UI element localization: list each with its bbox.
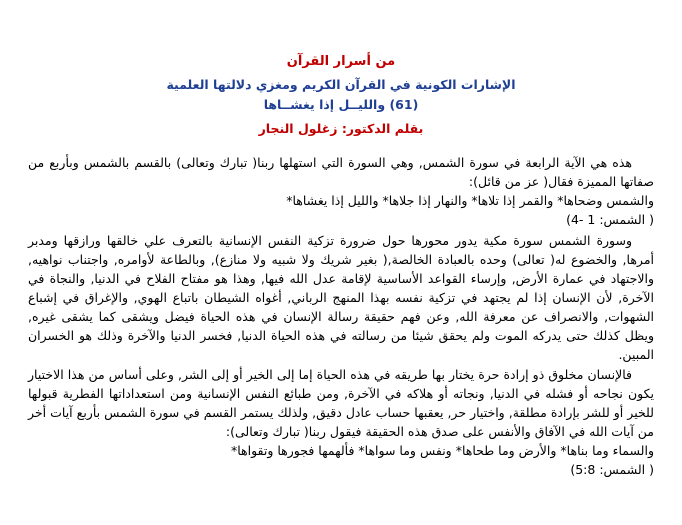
verse-reference: ( الشمس: 5:8) (570, 462, 654, 478)
quran-verse: والسماء وما بناها* والأرض وما طحاها* ونفس وما سواها* فألهمها فجورها وتقواها* (230, 443, 654, 459)
paragraph: وسورة الشمس سورة مكية يدور محورها حول ضرورة تزكية النفس الإنسانية بالتعرف علي خالقها ورازقها ومدبر أمرها, والخضوع له( تعالى) وحده بالعبادة الخالصة,( بغير شريك ولا شبيه ولا منازع), وبالطاعة لأوامره, واجتناب نواهيه, والاجتهاد في عمارة الأرض, وإرساء القواعد الأساسية لإقامة عدل الله فيها, وهذا هو مفتاح الفلاح في الدنيا, والنجاة في الآخرة, لأن الإنسان إذا لم يجتهد في تزكية نفسه بهذا المنهج الرباني, أغواه الشيطان باتباع الهوي, والإغراق في إشباع الشهوات, والانصراف عن معرفة الله, وعن فهم حقيقة رسالة الإنسان في هذه الحياة فيضل ويشقى كما يشقى غيره, ويظل كذلك حتى يدركه الموت ولم يحقق شيئا من رسالته في هذه الحياة الدنيا, فخسر الدنيا والآخرة وذلك هو الخسران المبين. (28, 233, 654, 363)
page-subtitle-number: (61) والليــل إذا يغشــاها (263, 97, 419, 113)
document-body (28, 153, 654, 480)
document-header (28, 52, 654, 139)
paragraph: فالإنسان مخلوق ذو إرادة حرة يختار بها طريقه في هذه الحياة إما إلى الخير أو إلى الشر, وعلى أساس من هذا الاختيار يكون نجاحه أو فشله في الدنيا, ونجاته أو هلاكه في الآخرة, ومن طبائع النفس الإنسانية ومن استعداداتها الفطرية قبولها للخير أو للشر بإرادة مطلقة, واختيار حر, يعقبها حساب عادل دقيق, ولذلك يستمر القسم في سورة الشمس بأربع آيات أخر من آيات الله في الآفاق والأنفس على صدق هذه الحقيقة فيقول ربنا( تبارك وتعالى): (28, 366, 654, 439)
author-byline: بقلم الدكتور: زغلول النجار (258, 121, 424, 136)
verse-reference: ( الشمس: 1 -4) (566, 212, 654, 228)
page-subtitle: الإشارات الكونية في القرآن الكريم ومغزي دلالتها العلمية (166, 76, 516, 92)
quran-verse: والشمس وضحاها* والقمر إذا تلاها* والنهار إذا جلاها* والليل إذا يغشاها* (286, 193, 654, 209)
paragraph: هذه هي الآية الرابعة في سورة الشمس, وهي السورة التي استهلها ربنا( تبارك وتعالى) بالقسم بالشمس وبأربع من صفاتها المميزة فقال( عز من قائل): (28, 154, 654, 189)
page-title: من أسرار القرآن (286, 54, 396, 69)
